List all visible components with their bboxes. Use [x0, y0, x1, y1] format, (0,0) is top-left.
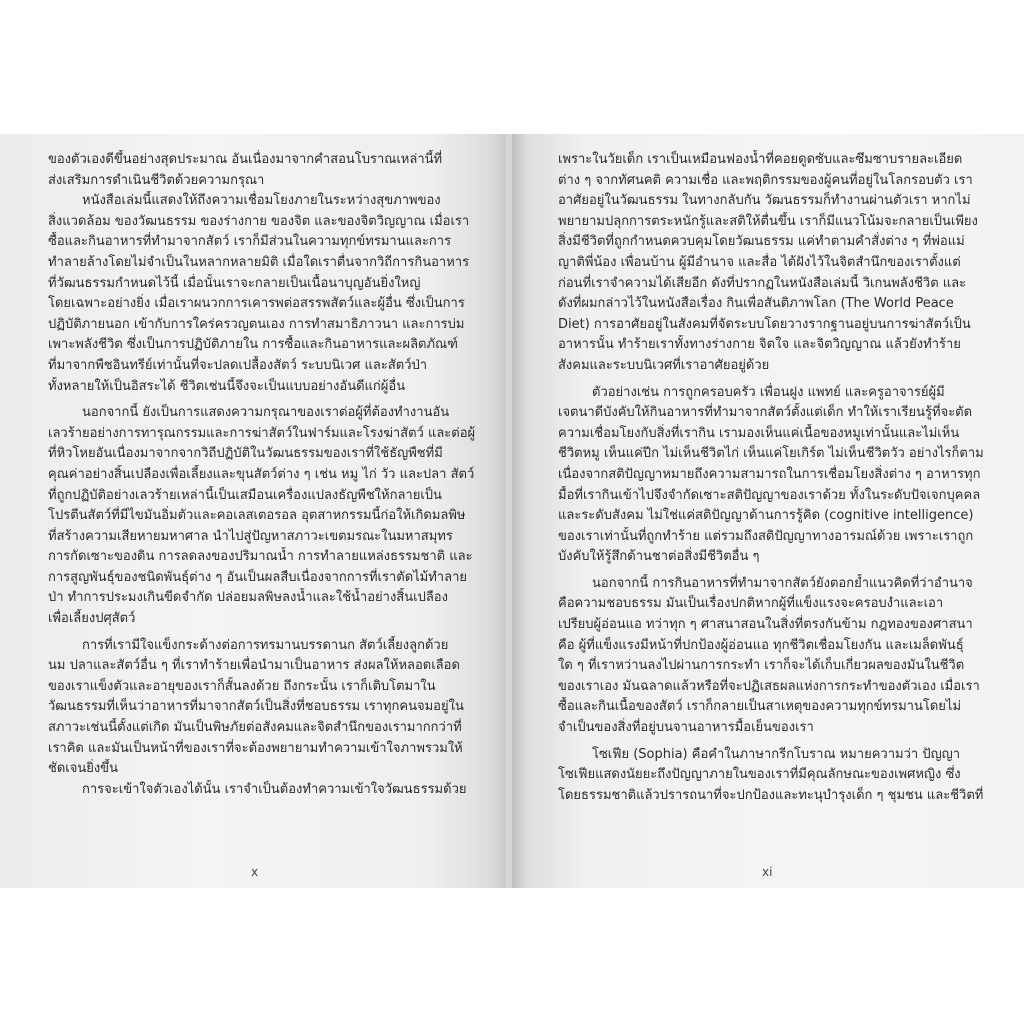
text-line: ปฏิบัติภายนอก เข้ากับการใคร่ครวญตนเอง การทำสมาธิภาวนา และการบ่ม	[48, 316, 465, 332]
text-line: สภาวะเช่นนี้ตั้งแต่เกิด มันเป็นพิษภัยต่อสังคมและจิตสำนึกของเรามากกว่าที่	[48, 720, 462, 736]
text-line: การจะเข้าใจตัวเองได้นั้น เราจำเป็นต้องทำความเข้าใจวัฒนธรรมด้วย	[82, 781, 467, 797]
text-line: อาหารนั้น ทำร้ายเราทั้งทางร่างกาย จิตใจ และจิตวิญญาณ แล้วยังทำร้าย	[558, 337, 961, 353]
text-line: เจตนาดีบังคับให้กินอาหารที่ทำมาจากสัตว์ตั้งแต่เด็ก ทำให้เราเรียนรู้ที่จะตัด	[558, 405, 973, 421]
text-line: ชัดเจนยิ่งขึ้น	[48, 761, 118, 777]
text-line: คือ ผู้ที่แข็งแรงมีหน้าที่ปกป้องผู้อ่อนแอ ทุกชีวิตเชื่อมโยงกัน และเมล็ดพันธุ์	[558, 637, 964, 653]
text-line: เพาะพลังชีวิต ซึ่งเป็นการปฏิบัติภายใน การซื้อและกินอาหารและผลิตภัณฑ์	[48, 337, 458, 353]
text-line: คือความชอบธรรม มันเป็นเรื่องปกติหากผู้ที่แข็งแรงจะครอบงำและเอา	[558, 596, 944, 612]
text-line: ต่าง ๆ จากทัศนคติ ความเชื่อ และพฤติกรรมของผู้คนที่อยู่ในโลกรอบตัว เรา	[558, 172, 973, 188]
text-line: การกัดเซาะของดิน การลดลงของปริมาณน้ำ การทำลายแหล่งธรรมชาติ และ	[48, 549, 473, 565]
right-page-body	[558, 150, 998, 806]
text-line: มื้อที่เรากินเข้าไปจึงจำกัดเซาะสติปัญญาของเราด้วย ทั้งในระดับปัจเจกบุคคล	[558, 487, 981, 503]
text-line: อาศัยอยู่ในวัฒนธรรม ในทางกลับกัน วัฒนธรรมก็ทำงานผ่านตัวเรา หากไม่	[558, 193, 971, 209]
text-line: เลวร้ายอย่างการทารุณกรรมและการฆ่าสัตว์ในฟาร์มและโรงฆ่าสัตว์ และต่อผู้	[48, 425, 476, 441]
text-line: ชีวิตหมู เห็นแค่ปีก ไม่เห็นชีวิตไก่ เห็นแค่โยเกิร์ต ไม่เห็นชีวิตวัว อย่างไรก็ตาม	[558, 446, 984, 462]
text-line: วัฒนธรรมที่เห็นว่าอาหารที่มาจากสัตว์เป็นสิ่งที่ชอบธรรม เราทุกคนจมอยู่ใน	[48, 699, 464, 715]
text-line: พยายามปลุกการตระหนักรู้และสติให้ตื่นขึ้น เราก็มีแนวโน้มจะกลายเป็นเพียง	[558, 213, 978, 229]
text-line: ที่มาจากพืชอินทรีย์เท่านั้นที่จะปลดเปลื้องสัตว์ ระบบนิเวศ และสัตว์ป่า	[48, 357, 428, 373]
text-line: โปรตีนสัตว์ที่มีไขมันอิ่มตัวและคอเลสเตอรอล อุตสาหกรรมนี้ก่อให้เกิดมลพิษ	[48, 508, 466, 524]
left-page	[0, 134, 506, 888]
text-line: ใด ๆ ที่เราหว่านลงไปผ่านการกระทำ เราก็จะได้เก็บเกี่ยวผลของมันในชีวิต	[558, 658, 965, 674]
right-page	[512, 134, 1024, 888]
text-line: การที่เรามีใจแข็งกระด้างต่อการทรมานบรรดานก สัตว์เลี้ยงลูกด้วย	[82, 637, 449, 653]
text-line: ของตัวเองดีขึ้นอย่างสุดประมาณ อันเนื่องมาจากคำสอนโบราณเหล่านี้ที่	[48, 152, 443, 167]
text-line: เพราะในวัยเด็ก เราเป็นเหมือนฟองน้ำที่คอยดูดซับและซึมซาบรายละเอียด	[558, 152, 963, 167]
text-line: ที่สร้างความเสียหายมหาศาล นำไปสู่ปัญหาสภาวะเขตมรณะในมหาสมุทร	[48, 528, 453, 544]
text-line: ป่า ทำการประมงเกินขีดจำกัด ปล่อยมลพิษลงน้ำและใช้น้ำอย่างสิ้นเปลือง	[48, 590, 448, 606]
text-line: สิ่งแวดล้อม ของวัฒนธรรม ของร่างกาย ของจิต และของจิตวิญญาณ เมื่อเรา	[48, 213, 470, 229]
text-line: โซเฟีย (Sophia) คือคำในภาษากรีกโบราณ หมายความว่า ปัญญา	[592, 746, 961, 762]
text-line: ทั้งหลายให้เป็นอิสระได้ ชีวิตเช่นนี้จึงจะเป็นแบบอย่างอันดีแก่ผู้อื่น	[48, 378, 406, 394]
text-line: การสูญพันธุ์ของชนิดพันธุ์ต่าง ๆ อันเป็นผลสืบเนื่องจากการที่เราตัดไม้ทำลาย	[48, 569, 467, 585]
text-line: ความเชื่อมโยงกับสิ่งที่เรากิน เรามองเห็นแค่เนื้อของหมูเท่านั้นและไม่เห็น	[558, 425, 960, 441]
text-line: คุณค่าอย่างสิ้นเปลืองเพื่อเลี้ยงและขุนสัตว์ต่าง ๆ เช่น หมู ไก่ วัว และปลา สัตว์	[48, 466, 475, 482]
text-line: โดยธรรมชาติแล้วปรารถนาที่จะปกป้องและทะนุบำรุงเด็ก ๆ ชุมชน และชีวิตที่	[558, 787, 984, 803]
text-line: ส่งเสริมการดำเนินชีวิตด้วยความกรุณา	[48, 172, 265, 188]
text-line: ของเราเท่านั้นที่ถูกทำร้าย แต่รวมถึงสติปัญญาทางอารมณ์ด้วย เพราะเราถูก	[558, 528, 974, 544]
text-line: ญาติพี่น้อง เพื่อนบ้าน ผู้มีอำนาจ และสื่อ ได้ฝังไว้ในจิตสำนึกของเราตั้งแต่	[558, 254, 961, 270]
page-number: xi	[762, 865, 773, 879]
text-line: นอกจากนี้ ยังเป็นการแสดงความกรุณาของเราต่อผู้ที่ต้องทำงานอัน	[82, 405, 450, 421]
text-line: โดยเฉพาะอย่างยิ่ง เมื่อเราผนวกการเคารพต่อสรรพสัตว์และผู้อื่น ซึ่งเป็นการ	[48, 296, 465, 312]
text-line: โซเฟียแสดงนัยยะถึงปัญญาภายในของเราที่มีคุณลักษณะของเพศหญิง ซึ่ง	[558, 767, 961, 783]
page-number: x	[251, 865, 259, 879]
text-line: ซื้อและกินเนื้อของสัตว์ เราก็กลายเป็นสาเหตุของความทุกข์ทรมานโดยไม่	[558, 699, 962, 715]
text-line: ตัวอย่างเช่น การถูกครอบครัว เพื่อนฝูง แพทย์ และครูอาจารย์ผู้มี	[592, 384, 945, 400]
text-line: สิ่งมีชีวิตที่ถูกกำหนดควบคุมโดยวัฒนธรรม แค่ทำตามคำสั่งต่าง ๆ ที่พ่อแม่	[558, 234, 965, 250]
text-line: ที่หิวโหยอันเนื่องมาจากจากวิถีปฏิบัติในวัฒนธรรมของเราที่ใช้ธัญพืชที่มี	[48, 446, 443, 462]
text-line: ที่วัฒนธรรมกำหนดไว้นี้ เมื่อนั้นเราจะกลายเป็นเนื้อนาบุญอันยิ่งใหญ่	[48, 275, 421, 291]
text-line: Diet) การอาศัยอยู่ในสังคมที่จัดระบบโดยวางรากฐานอยู่บนการฆ่าสัตว์เป็น	[558, 316, 971, 332]
text-line: ซื้อและกินอาหารที่ทำมาจากสัตว์ เราก็มีส่วนในความทุกข์ทรมานและการ	[48, 234, 452, 250]
text-line: ของเราแข็งตัวและอายุของเราก็สั้นลงด้วย ถึงกระนั้น เราก็เติบโตมาใน	[48, 678, 436, 694]
text-line: นม ปลาและสัตว์อื่น ๆ ที่เราทำร้ายเพื่อนำมาเป็นอาหาร ส่งผลให้หลอดเลือด	[48, 658, 460, 674]
text-line: ดังที่ผมกล่าวไว้ในหนังสือเรื่อง กินเพื่อสันติภาพโลก (The World Peace	[558, 296, 954, 312]
text-line: จำเป็นของสิ่งที่อยู่บนจานอาหารมื้อเย็นของเรา	[558, 720, 814, 736]
left-page-body	[48, 150, 478, 800]
text-line: ทำลายล้างโดยไม่จำเป็นในหลากหลายมิติ เมื่อใดเราตื่นจากวิถีการกินอาหาร	[48, 254, 470, 270]
text-line: เนื่องจากสติปัญญาหมายถึงความสามารถในการเชื่อมโยงสิ่งต่าง ๆ อาหารทุก	[558, 466, 981, 482]
text-line: ก่อนที่เราจำความได้เสียอีก ดังที่ปรากฏในหนังสือเล่มนี้ วิเกนพลังชีวิต และ	[558, 275, 967, 291]
text-line: และระดับสังคม ไม่ใช่แค่สติปัญญาด้านการรู้คิด (cognitive intelligence)	[558, 508, 974, 524]
text-line: เพื่อเลี้ยงปศุสัตว์	[48, 611, 136, 627]
text-line: ที่ถูกปฏิบัติอย่างเลวร้ายเหล่านี้เป็นเสมือนเครื่องแปลงธัญพืชให้กลายเป็น	[48, 487, 442, 503]
text-line: เปรียบผู้อ่อนแอ ทว่าทุก ๆ ศาสนาสอนในสิ่งที่ตรงกันข้าม กฎทองของศาสนา	[558, 617, 973, 633]
text-line: เราคิด และมันเป็นหน้าที่ของเราที่จะต้องพยายามทำความเข้าใจภาพรวมให้	[48, 740, 463, 756]
text-line: บังคับให้รู้สึกด้านชาต่อสิ่งมีชีวิตอื่น ๆ	[558, 549, 760, 565]
text-line: สังคมและระบบนิเวศที่เราอาศัยอยู่ด้วย	[558, 357, 770, 373]
text-line: ของเราเอง มันฉลาดแล้วหรือที่จะปฏิเสธผลแห่งการกระทำของตัวเอง เมื่อเรา	[558, 678, 980, 694]
text-line: หนังสือเล่มนี้แสดงให้ถึงความเชื่อมโยงภายในระหว่างสุขภาพของ	[82, 193, 441, 209]
text-line: นอกจากนี้ การกินอาหารที่ทำมาจากสัตว์ยังตอกย้ำแนวคิดที่ว่าอำนาจ	[592, 575, 973, 591]
